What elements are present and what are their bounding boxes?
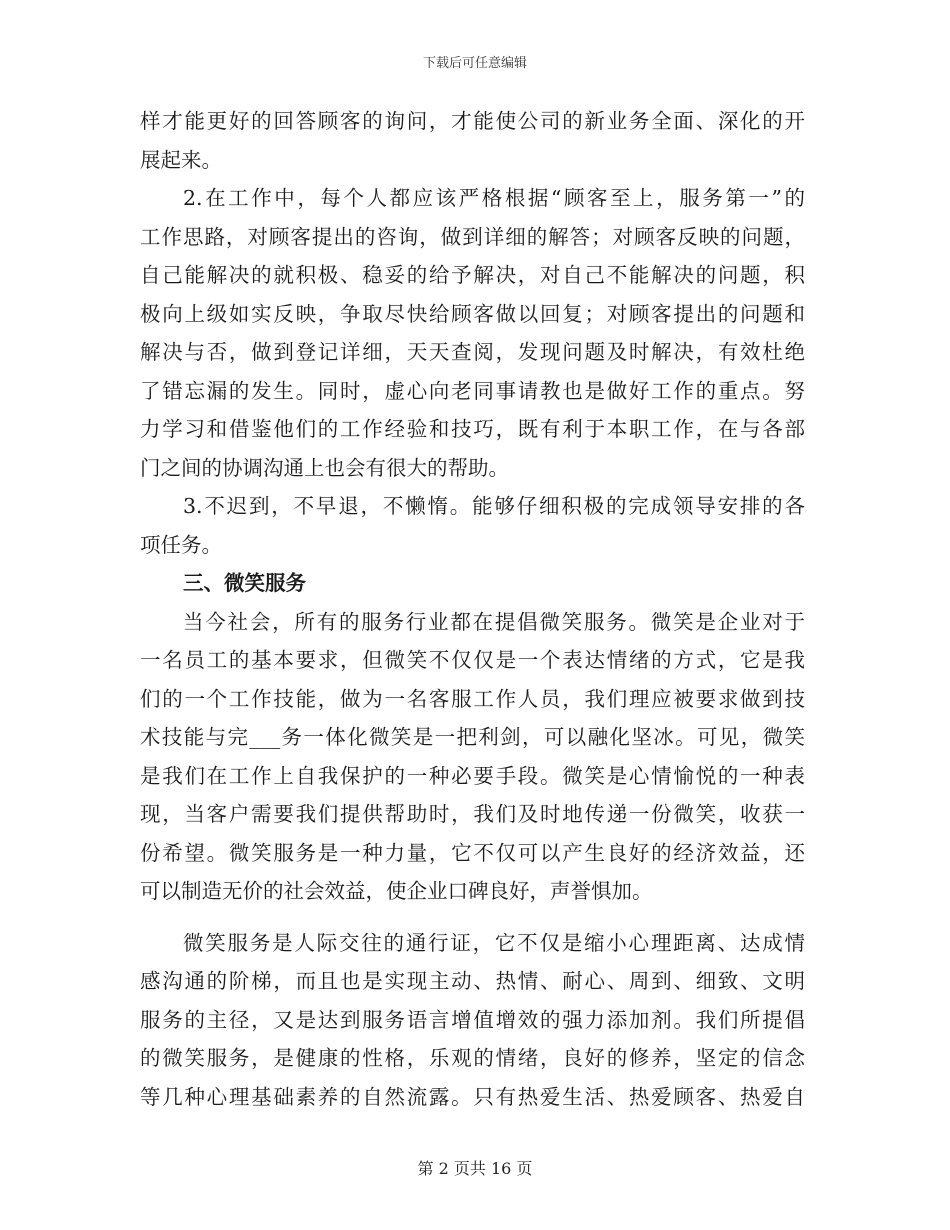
text-line: 力学习和借鉴他们的工作经验和技巧，既有利于本职工作，在与各部: [140, 417, 805, 441]
text-line: 的微笑服务，是健康的性格，乐观的情绪，良好的修养，坚定的信念: [140, 1046, 805, 1070]
text-line: 工作思路，对顾客提出的咨询，做到详细的解答；对顾客反映的问题，: [140, 224, 805, 249]
text-line: 等几种心理基础素养的自然流露。只有热爱生活、热爱顾客、热爱自: [140, 1084, 805, 1109]
text-line: 自己能解决的就积极、稳妥的给予解决，对自己不能解决的问题，积: [140, 263, 805, 287]
text-line: 术技能与完___务一体化微笑是一把利剑，可以融化坚冰。可见，微笑: [140, 725, 805, 749]
paragraph-gap: [140, 911, 805, 924]
text-line: 可以制造无价的社会效益，使企业口碑良好，声誉惧加。: [140, 879, 653, 903]
document-body: [140, 102, 805, 1116]
section-heading: 三、微笑服务: [183, 571, 306, 595]
text-line: 现，当客户需要我们提供帮助时，我们及时地传递一份微笑，收获一: [140, 802, 805, 826]
text-line: 样才能更好的回答顾客的询问，才能使公司的新业务全面、深化的开: [140, 109, 805, 133]
text-line: 2.在工作中，每个人都应该严格根据“顾客至上，服务第一”的: [183, 186, 805, 210]
text-line: 展起来。: [140, 147, 222, 172]
text-line: 当今社会，所有的服务行业都在提倡微笑服务。微笑是企业对于: [183, 609, 805, 634]
text-line: 一名员工的基本要求，但微笑不仅仅是一个表达情绪的方式，它是我: [140, 648, 805, 672]
text-line: 极向上级如实反映，争取尽快给顾客做以回复；对顾客提出的问题和: [140, 301, 805, 326]
text-line: 微笑服务是人际交往的通行证，它不仅是缩小心理距离、达成情: [183, 930, 805, 955]
text-line: 解决与否，做到登记详细，天天查阅，发现问题及时解决，有效杜绝: [140, 340, 805, 364]
page-header: 下载后可任意编辑: [422, 56, 527, 71]
text-line: 3.不迟到，不早退，不懒惰。能够仔细积极的完成领导安排的各: [183, 494, 805, 518]
text-line: 门之间的协调沟通上也会有很大的帮助。: [140, 455, 509, 480]
text-line: 项任务。: [140, 532, 222, 557]
text-line: 份希望。微笑服务是一种力量，它不仅可以产生良好的经济效益，还: [140, 840, 805, 865]
text-line: 们的一个工作技能，做为一名客服工作人员，我们理应被要求做到技: [140, 686, 805, 711]
text-line: 感沟通的阶梯，而且也是实现主动、热情、耐心、周到、细致、文明: [140, 969, 805, 993]
text-line: 服务的主径，又是达到服务语言增值增效的强力添加剂。我们所提倡: [140, 1007, 805, 1032]
text-line: 是我们在工作上自我保护的一种必要手段。微笑是心情愉悦的一种表: [140, 763, 805, 788]
text-line: 了错忘漏的发生。同时，虚心向老同事请教也是做好工作的重点。努: [140, 378, 805, 403]
page-footer: 第 2 页共 16 页: [417, 1159, 533, 1178]
